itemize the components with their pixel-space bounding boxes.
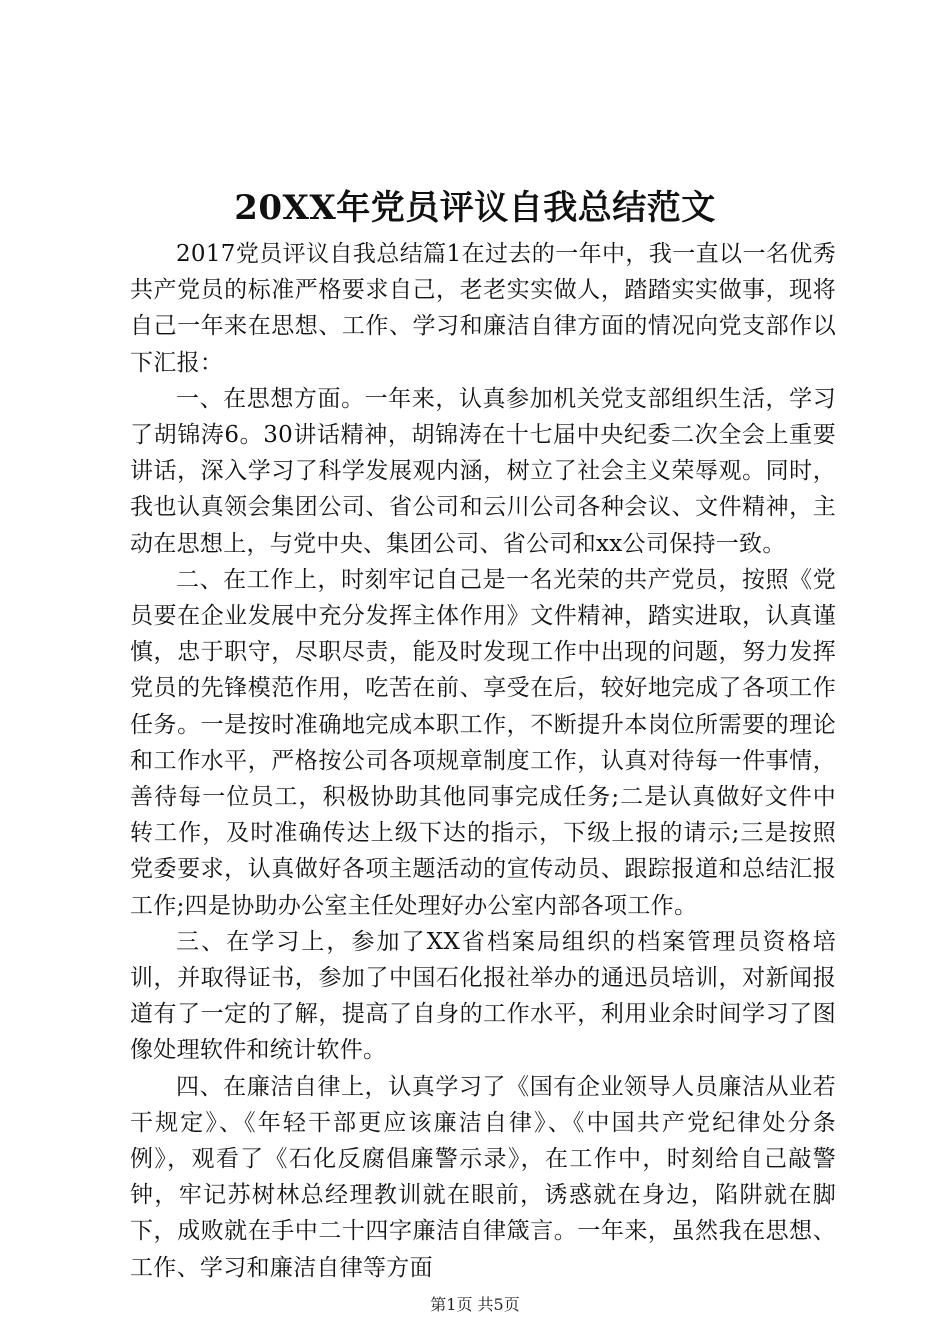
paragraph-study: 三、在学习上，参加了XX省档案局组织的档案管理员资格培训，并取得证书，参加了中国石化报社举办的通迅员培训，对新闻报道有了一定的了解，提高了自身的工作水平，利用业余时间学习了图像处理软件和统计软件。 <box>130 928 836 1064</box>
paragraph-intro: 2017党员评议自我总结篇1在过去的一年中，我一直以一名优秀共产党员的标准严格要求自己，老老实实做人，踏踏实实做事，现将自己一年来在思想、工作、学习和廉洁自律方面的情况向党支部作以下汇报： <box>130 241 836 376</box>
page-number-footer: 第1页 共5页 <box>430 1295 520 1314</box>
paragraph-thought: 一、在思想方面。一年来，认真参加机关党支部组织生活，学习了胡锦涛6。30讲话精神，胡锦涛在十七届中央纪委二次全会上重要讲话，深入学习了科学发展观内涵，树立了社会主义荣辱观。同时，我也认真领会集团公司、省公司和云川公司各种会议、文件精神，主动在思想上，与党中央、集团公司、省公司和xx公司保持一致。 <box>130 385 836 557</box>
paragraph-integrity: 四、在廉洁自律上，认真学习了《国有企业领导人员廉洁从业若干规定》、《年轻干部更应该廉洁自律》、《中国共产党纪律处分条例》，观看了《石化反腐倡廉警示录》，在工作中，时刻给自己敲警钟，牢记苏树林总经理教训就在眼前，诱惑就在身边，陷阱就在脚下，成败就在手中二十四字廉洁自律箴言。一年来，虽然我在思想、工作、学习和廉洁自律等方面 <box>130 1073 836 1281</box>
paragraph-work: 二、在工作上，时刻牢记自己是一名光荣的共产党员，按照《党员要在企业发展中充分发挥主体作用》文件精神，踏实进取，认真谨慎，忠于职守，尽职尽责，能及时发现工作中出现的问题，努力发挥党员的先锋模范作用，吃苦在前、享受在后，较好地完成了各项工作任务。一是按时准确地完成本职工作，不断提升本岗位所需要的理论和工作水平，严格按公司各项规章制度工作，认真对待每一件事情，善待每一位员工，积极协助其他同事完成任务;二是认真做好文件中转工作，及时准确传达上级下达的指示，下级上报的请示;三是按照党委要求，认真做好各项主题活动的宣传动员、跟踪报道和总结汇报工作;四是协助办公室主任处理好办公室内部各项工作。 <box>130 566 836 919</box>
document-body <box>130 236 836 1286</box>
document-title: 20XX年党员评议自我总结范文 <box>234 188 716 228</box>
